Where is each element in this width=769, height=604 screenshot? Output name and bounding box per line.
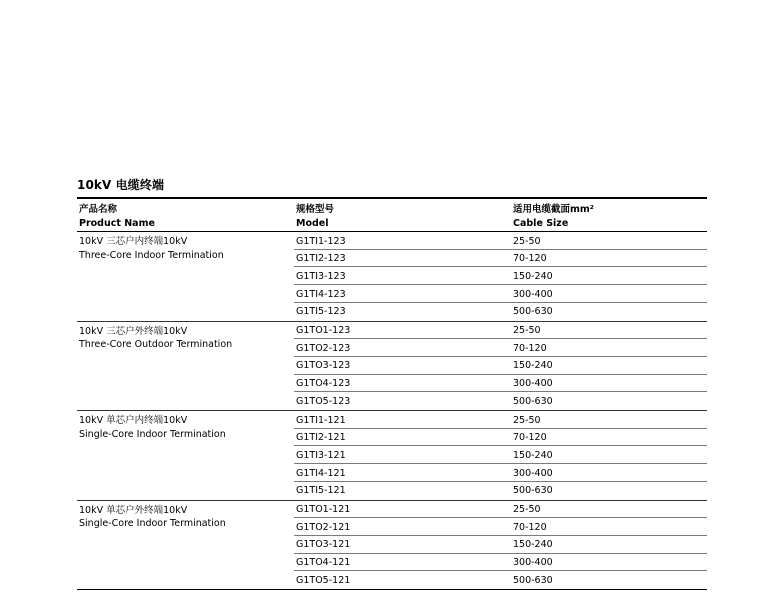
cable-size-cell: 150-240	[513, 449, 553, 461]
table-row	[294, 411, 707, 429]
table-row	[294, 285, 707, 303]
product-name-en: Single-Core Indoor Termination	[79, 518, 226, 529]
table-row	[294, 429, 707, 447]
cable-size-cell: 300-400	[513, 467, 553, 479]
model-rows	[294, 411, 707, 499]
table-row	[294, 482, 707, 500]
cable-size-cell: 70-120	[513, 521, 547, 533]
model-rows	[294, 232, 707, 320]
cable-size-cell: 150-240	[513, 539, 553, 551]
table-header	[77, 199, 707, 232]
model-cell: G1TI2-121	[296, 432, 346, 444]
product-name-cn: 10kV 单芯户内终端10kV	[79, 415, 188, 426]
table-row	[294, 536, 707, 554]
table-row	[294, 571, 707, 589]
model-cell: G1TO1-123	[296, 325, 351, 336]
product-name	[79, 504, 289, 531]
cable-size-cell: 70-120	[513, 432, 547, 444]
product-group	[77, 322, 707, 412]
cable-size-cell: 25-50	[513, 504, 541, 515]
model-rows	[294, 501, 707, 589]
table-row	[294, 375, 707, 393]
product-name	[79, 235, 289, 262]
model-cell: G1TI3-121	[296, 449, 346, 461]
model-cell: G1TO1-121	[296, 504, 351, 515]
section-title: 10kV 电缆终端	[77, 178, 165, 192]
header-size-cn: 适用电缆截面mm²	[513, 204, 594, 215]
table-row	[294, 392, 707, 410]
product-name-cn: 10kV 三芯户内终端10kV	[79, 236, 188, 247]
model-cell: G1TO2-123	[296, 342, 351, 354]
model-cell: G1TI5-123	[296, 306, 346, 318]
header-size-en: Cable Size	[513, 218, 569, 229]
cable-size-cell: 500-630	[513, 306, 553, 318]
model-cell: G1TO2-121	[296, 521, 351, 533]
product-group	[77, 232, 707, 322]
model-rows	[294, 322, 707, 410]
product-name-en: Single-Core Indoor Termination	[79, 428, 226, 440]
cable-size-cell: 25-50	[513, 325, 541, 336]
header-product-name	[79, 203, 155, 231]
header-model-cn: 规格型号	[296, 204, 335, 215]
model-cell: G1TO4-121	[296, 557, 351, 569]
table-row	[294, 501, 707, 519]
model-cell: G1TI1-121	[296, 414, 346, 426]
table-row	[294, 232, 707, 250]
table-row	[294, 357, 707, 375]
cable-size-cell: 500-630	[513, 574, 553, 586]
header-cable-size	[513, 203, 594, 231]
cable-size-cell: 150-240	[513, 270, 553, 282]
product-name-en: Three-Core Outdoor Termination	[79, 339, 233, 350]
model-cell: G1TI4-123	[296, 288, 346, 300]
cable-size-cell: 300-400	[513, 557, 553, 569]
model-cell: G1TI4-121	[296, 467, 346, 479]
table-row	[294, 464, 707, 482]
table-row	[294, 339, 707, 357]
product-name	[79, 325, 289, 352]
model-cell: G1TI2-123	[296, 253, 346, 265]
table-row	[294, 446, 707, 464]
table-row	[294, 267, 707, 285]
model-cell: G1TI5-121	[296, 485, 346, 497]
product-name-cn: 10kV 单芯户外终端10kV	[79, 504, 188, 516]
cable-size-cell: 300-400	[513, 378, 553, 390]
model-cell: G1TO5-123	[296, 395, 351, 407]
model-cell: G1TO3-121	[296, 539, 351, 551]
cable-size-cell: 25-50	[513, 414, 541, 426]
model-cell: G1TI1-123	[296, 235, 346, 247]
cable-size-cell: 25-50	[513, 235, 541, 247]
cable-size-cell: 500-630	[513, 485, 553, 497]
cable-size-cell: 500-630	[513, 395, 553, 407]
header-model	[296, 203, 334, 231]
table-row	[294, 554, 707, 572]
model-cell: G1TI3-123	[296, 270, 346, 282]
header-model-en: Model	[296, 218, 329, 229]
cable-size-cell: 70-120	[513, 342, 547, 354]
model-cell: G1TO5-121	[296, 574, 351, 586]
spec-table	[77, 197, 707, 590]
table-row	[294, 250, 707, 268]
header-product-cn: 产品名称	[79, 204, 118, 215]
model-cell: G1TO4-123	[296, 378, 351, 390]
cable-size-cell: 70-120	[513, 253, 547, 265]
product-name	[79, 414, 289, 441]
cable-size-cell: 300-400	[513, 288, 553, 300]
table-row	[294, 518, 707, 536]
cable-size-cell: 150-240	[513, 360, 553, 372]
table-row	[294, 322, 707, 340]
header-product-en: Product Name	[79, 218, 155, 229]
table-body	[77, 232, 707, 590]
product-group	[77, 411, 707, 501]
product-name-en: Three-Core Indoor Termination	[79, 249, 224, 261]
table-row	[294, 303, 707, 321]
product-group	[77, 501, 707, 591]
model-cell: G1TO3-123	[296, 360, 351, 372]
product-name-cn: 10kV 三芯户外终端10kV	[79, 325, 188, 337]
